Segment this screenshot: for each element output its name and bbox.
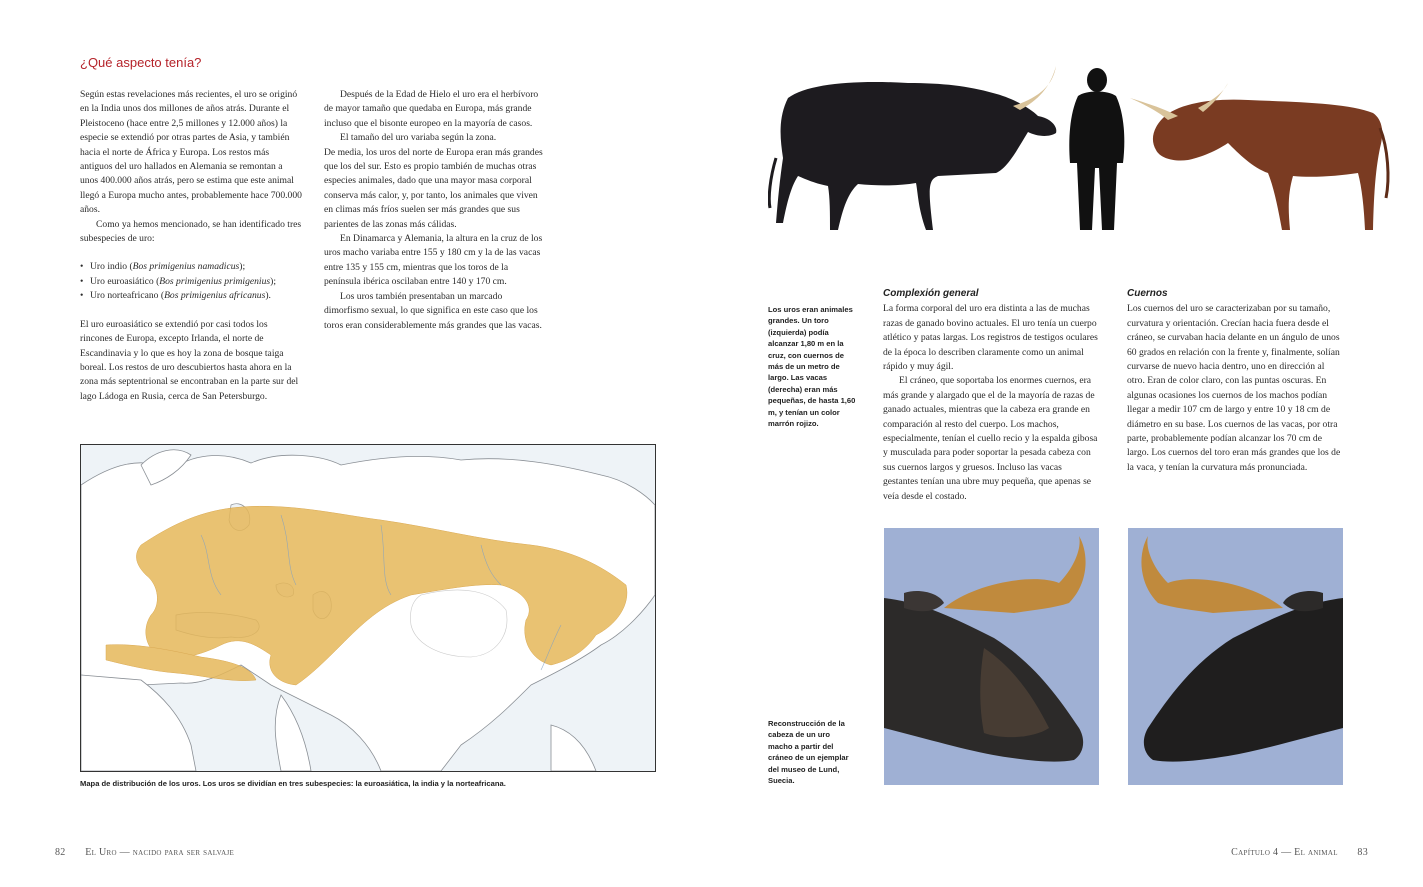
list-item: • Uro indio (Bos primigenius namadicus); [80,260,302,274]
animals-silhouettes [768,58,1393,248]
complexion-column [883,287,1098,504]
running-title: El Uro — nacido para ser salvaje [85,847,235,858]
paragraph: Como ya hemos mencionado, se han identificado tres subespecies de uro: [80,218,302,245]
paragraph: El uro euroasiático se extendió por casi todos los rincones de Europa, excepto Irlanda, el norte de Escandinavia y lo que es hoy la zona de bosque taiga boreal. Los restos de uro descubiertos hasta ahora en la zona más septentrional se encontraban en la parte sur del lago Ládoga en Rusia, cerca de San Petersburgo. [80,318,299,402]
paragraph: Según estas revelaciones más recientes, el uro se originó en la India unos dos millones de años atrás. Durante el Pleistoceno (hace entre 2,5 millones y 12.000 años) la especie se extendió por otras partes de Asia, y también hacia el norte de África y Europa. Los restos más antiguos del uro hallados en Alemania se remontan a unos 400.000 años atrás, pero se estima que este animal llegó a Europa mucho antes, probablemente hace 700.000 años. [80,89,302,216]
bull-head-right-illustration [1128,528,1343,785]
animals-caption: Los uros eran animales grandes. Un toro (izquierda) podía alcanzar 1,80 m en la cruz, con cuernos de más de un metro de largo. Las vacas (derecha) eran más pequeñas, de hasta 1,60 m, y tenían un color marrón rojizo. [768,305,856,429]
paragraph: Los uros también presentaban un marcado dimorfismo sexual, lo que significa en este caso que los toros eran considerablemente más grandes que las vacas. [324,290,542,331]
paragraph: Los cuernos del uro se caracterizaban por su tamaño, curvatura y orientación. Crecían hacia fuera desde el cráneo, se curvaban hacia delante en un ángulo de unos 60 grados en relación con la frente y, finalmente, solían curvarse de nuevo hacia dentro, uno en dirección al otro. Eran de color claro, con las puntas oscuras. En algunas ocasiones los cuernos de los machos podían llegar a medir 107 cm de largo y entre 10 y 18 cm de diámetro en su base. Los cuernos de las vacas, por otra parte, probablemente podían alcanzar los 70 cm de largo. Los cuernos del toro eran más grandes que los de la vaca, y tenían la curvatura más pronunciada. [1127,303,1341,473]
footer-right [1231,847,1368,858]
paragraph: En Dinamarca y Alemania, la altura en la cruz de los uros macho variaba entre 155 y 180 cm y la de las vacas entre 135 y 155 cm, mientras que los toros de la península ibérica oscilaban entre 140 y 170 cm. [324,233,543,288]
map-caption: Mapa de distribución de los uros. Los uros se dividían en tres subespecies: la euroasiática, la india y la norteafricana. [80,779,506,788]
map-illustration [81,445,655,771]
heads-caption: Reconstrucción de la cabeza de un uro macho a partir del cráneo de un ejemplar del museo de Lund, Suecia. [768,719,849,786]
paragraph: Después de la Edad de Hielo el uro era el herbívoro de mayor tamaño que quedaba en Europa, más grande incluso que el bisonte europeo en la mayoría de casos. [324,89,539,129]
page-number: 83 [1357,847,1368,858]
footer-left [55,847,234,858]
cow-figure [1130,83,1388,230]
bull-head-left-illustration [884,528,1099,785]
subspecies-list [80,260,302,303]
aurochs-size-comparison-illustration [768,58,1393,248]
running-title: Capítulo 4 — El animal [1231,847,1338,858]
horns-title: Cuernos [1127,288,1168,299]
head-drawing [884,528,1099,785]
page-number: 82 [55,847,66,858]
section-heading: ¿Qué aspecto tenía? [80,55,202,70]
list-item: • Uro norteafricano (Bos primigenius africanus). [80,289,302,303]
paragraph: La forma corporal del uro era distinta a las de muchas razas de ganado bovino actuales. El uro tenía un cuerpo atlético y patas largas. Los registros de testigos oculares de la época lo describen claramente como un animal rápido y muy ágil. [883,303,1098,373]
list-item: • Uro euroasiático (Bos primigenius primigenius); [80,275,302,289]
paragraph: El cráneo, que soportaba los enormes cuernos, era más grande y alargado que el de la mayoría de razas de ganado actuales, mientras que la cabeza era grande en comparación al resto del cuerpo. Los machos, especialmente, tenían el cuello recio y la espalda gibosa y musculada para poder soportar la pesada cabeza con sus cuernos largos y gruesos. Incluso las vacas gestantes tenían una ubre muy pequeña, que apenas se veía desde el costado. [883,375,1098,502]
bull-figure [769,66,1056,230]
horns-column [1127,287,1342,475]
paragraph: De media, los uros del norte de Europa eran más grandes que los del sur. Esto es propio también de muchas otras especies animales, dado que una mayor masa corporal conserva más calor, y, por tanto, los animales que viven en climas más fríos suelen ser más grandes que sus parientes de las zonas más cálidas. [324,146,543,230]
text-column-2 [324,88,544,333]
text-column-1 [80,88,302,404]
paragraph: El tamaño del uro variaba según la zona. [340,132,497,144]
distribution-map [80,444,656,772]
head-drawing [1128,528,1343,785]
human-figure [1069,68,1124,230]
complexion-title: Complexión general [883,288,979,299]
